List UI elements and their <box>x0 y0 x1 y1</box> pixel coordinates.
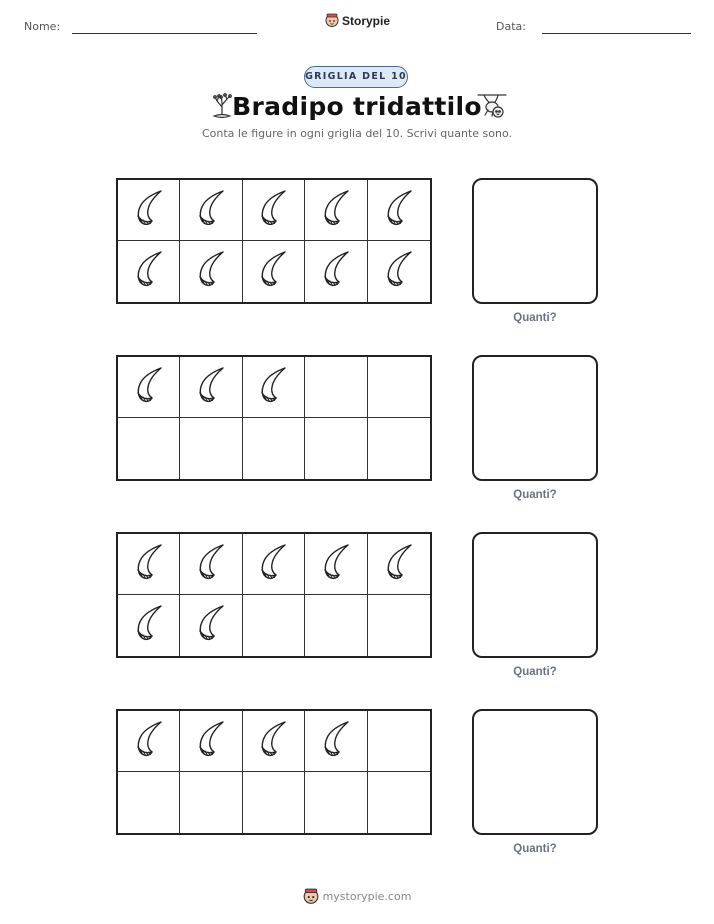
sloth-claw-icon <box>319 719 353 764</box>
name-line[interactable] <box>72 33 257 34</box>
sloth-claw-icon <box>382 249 416 294</box>
name-label: Nome: <box>24 20 61 33</box>
storypie-mascot-icon <box>325 13 339 28</box>
sloth-claw-icon <box>256 188 290 233</box>
sloth-claw-icon <box>256 365 290 410</box>
answer-box-2[interactable] <box>472 355 598 481</box>
ten-frame-cell <box>243 772 305 833</box>
ten-frame-cell <box>243 357 305 418</box>
ten-frame-1 <box>116 178 432 304</box>
ten-frame-3 <box>116 532 432 658</box>
ten-frame-cell <box>180 180 242 241</box>
ten-frame-cell <box>118 241 180 302</box>
ten-frame-cell <box>118 534 180 595</box>
ten-frame-cell <box>368 711 430 772</box>
brand-logo <box>325 13 390 28</box>
sloth-claw-icon <box>194 542 228 587</box>
answer-label: Quanti? <box>513 666 557 678</box>
sloth-claw-icon <box>132 249 166 294</box>
answer-label: Quanti? <box>513 489 557 501</box>
ten-frame-cell <box>243 418 305 479</box>
ten-frame-cell <box>368 418 430 479</box>
answer-label: Quanti? <box>513 312 557 324</box>
sloth-claw-icon <box>382 542 416 587</box>
ten-frame-cell <box>305 534 367 595</box>
instructions: Conta le figure in ogni griglia del 10. Scrivi quante sono. <box>201 127 512 140</box>
ten-frame-cell <box>118 357 180 418</box>
ten-frame-cell <box>305 595 367 656</box>
ten-frame-cell <box>118 595 180 656</box>
ten-frame-cell <box>118 772 180 833</box>
sloth-claw-icon <box>132 603 166 648</box>
footer <box>0 888 714 905</box>
sloth-claw-icon <box>319 542 353 587</box>
sloth-claw-icon <box>256 249 290 294</box>
sloth-claw-icon <box>194 719 228 764</box>
ten-frame-cell <box>118 180 180 241</box>
sloth-claw-icon <box>256 542 290 587</box>
sloth-claw-icon <box>194 603 228 648</box>
page-title: Bradipo tridattilo <box>232 92 482 121</box>
sloth-claw-icon <box>132 542 166 587</box>
ten-frame-cell <box>180 534 242 595</box>
ten-frame-4 <box>116 709 432 835</box>
sloth-claw-icon <box>132 719 166 764</box>
answer-box-4[interactable] <box>472 709 598 835</box>
footer-url: mystorypie.com <box>322 890 412 903</box>
answer-box-3[interactable] <box>472 532 598 658</box>
ten-frame-cell <box>243 241 305 302</box>
sloth-claw-icon <box>382 188 416 233</box>
storypie-mascot-icon <box>303 888 319 905</box>
ten-frame-cell <box>180 595 242 656</box>
ten-frame-cell <box>243 711 305 772</box>
ten-frame-cell <box>305 772 367 833</box>
answer-box-1[interactable] <box>472 178 598 304</box>
ten-frame-cell <box>368 534 430 595</box>
ten-frame-cell <box>180 711 242 772</box>
sloth-claw-icon <box>194 249 228 294</box>
ten-frame-cell <box>305 241 367 302</box>
ten-frame-cell <box>305 418 367 479</box>
sloth-claw-icon <box>319 188 353 233</box>
ten-frame-cell <box>180 241 242 302</box>
ten-frame-cell <box>180 418 242 479</box>
ten-frame-cell <box>305 711 367 772</box>
ten-frame-cell <box>118 711 180 772</box>
date-label: Data: <box>496 20 526 33</box>
worksheet-type-badge: GRIGLIA DEL 10 <box>304 66 408 88</box>
sloth-claw-icon <box>132 365 166 410</box>
ten-frame-cell <box>368 772 430 833</box>
ten-frame-2 <box>116 355 432 481</box>
sloth-claw-icon <box>132 188 166 233</box>
ten-frame-cell <box>368 595 430 656</box>
ten-frame-cell <box>118 418 180 479</box>
answer-label: Quanti? <box>513 843 557 855</box>
date-line[interactable] <box>542 33 691 34</box>
sloth-claw-icon <box>256 719 290 764</box>
ten-frame-cell <box>243 534 305 595</box>
sloth-claw-icon <box>194 188 228 233</box>
sloth-claw-icon <box>194 365 228 410</box>
ten-frame-cell <box>243 180 305 241</box>
ten-frame-cell <box>180 357 242 418</box>
ten-frame-cell <box>368 357 430 418</box>
ten-frame-cell <box>368 180 430 241</box>
hanging-sloth-icon <box>476 90 508 122</box>
ten-frame-cell <box>243 595 305 656</box>
brand-name: Storypie <box>342 13 391 28</box>
ten-frame-cell <box>305 357 367 418</box>
ten-frame-cell <box>368 241 430 302</box>
sloth-claw-icon <box>319 249 353 294</box>
ten-frame-cell <box>305 180 367 241</box>
ten-frame-cell <box>180 772 242 833</box>
